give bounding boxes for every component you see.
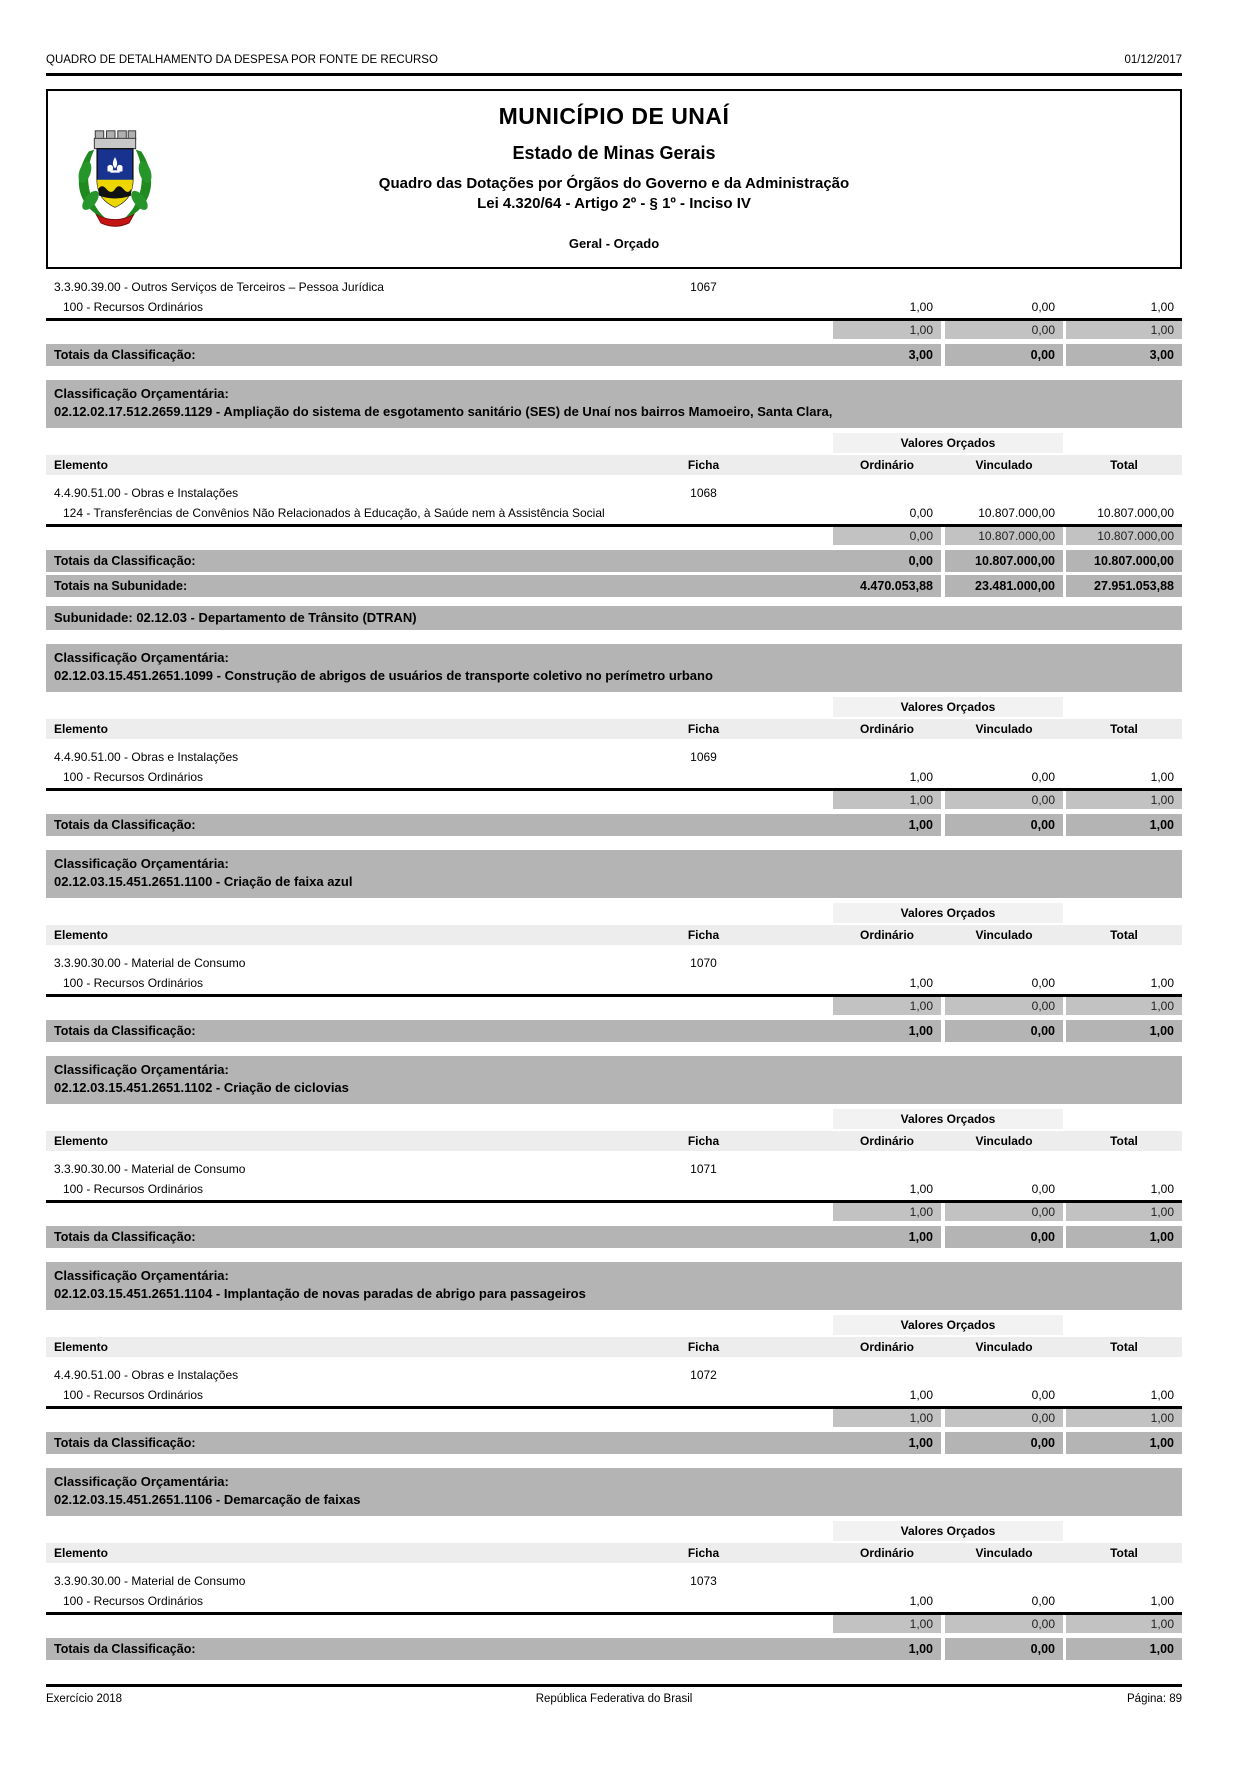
law-reference: Lei 4.320/64 - Artigo 2º - § 1º - Inciso IV <box>477 195 751 212</box>
subtotal-total-value: 10.807.000,00 <box>1066 527 1182 545</box>
element-subtotal-row <box>46 1203 1182 1221</box>
report-scope: Geral - Orçado <box>568 236 660 251</box>
totals-classification-row <box>46 814 1182 836</box>
subtotal-vinculado-value: 0,00 <box>945 1409 1063 1427</box>
classification-code: 02.12.03.15.451.2651.1102 - Criação de ciclovias <box>54 1080 349 1095</box>
funding-source-row <box>46 1385 1182 1404</box>
subtotal-total-value: 1,00 <box>1066 1409 1182 1427</box>
element-label: 3.3.90.30.00 - Material de Consumo <box>54 956 246 970</box>
col-header-total: Total <box>1110 1340 1138 1354</box>
source-total-value: 1,00 <box>1150 769 1174 784</box>
col-header-vinculado: Vinculado <box>975 1546 1033 1560</box>
totals-ordinario-value: 1,00 <box>833 1432 941 1454</box>
footer-page-number: Página: 89 <box>1127 1693 1183 1705</box>
totals-ordinario-value: 1,00 <box>833 1638 941 1660</box>
col-header-total: Total <box>1110 928 1138 942</box>
classification-code: 02.12.03.15.451.2651.1104 - Implantação de novas paradas de abrigo para passageiros <box>54 1286 586 1301</box>
title-box <box>46 89 1182 269</box>
subtotal-ordinario-value: 1,00 <box>833 1615 941 1633</box>
classification-label: Classificação Orçamentária: <box>54 1268 229 1283</box>
col-header-elemento: Elemento <box>54 1134 109 1148</box>
subtotal-total-value: 1,00 <box>1066 1203 1182 1221</box>
column-headers <box>46 1131 1182 1151</box>
col-header-ficha: Ficha <box>687 928 720 942</box>
classification-section <box>46 1056 1182 1248</box>
classification-label: Classificação Orçamentária: <box>54 1062 229 1077</box>
classification-section <box>46 1262 1182 1454</box>
funding-source-label: 124 - Transferências de Convênios Não Relacionados à Educação, à Saúde nem à Assistência Social <box>63 505 605 520</box>
element-row <box>46 1159 1182 1179</box>
col-header-total: Total <box>1110 1546 1138 1560</box>
valores-orcados-label: Valores Orçados <box>833 1315 1063 1335</box>
funding-source-row <box>46 503 1182 522</box>
totals-ordinario-value: 0,00 <box>833 550 941 572</box>
totals-vinculado-value: 0,00 <box>945 344 1063 366</box>
element-subtotal-row <box>46 1615 1182 1633</box>
source-total-value: 1,00 <box>1150 975 1174 990</box>
subtotal-ordinario-value: 1,00 <box>833 1409 941 1427</box>
running-header <box>46 0 1182 76</box>
column-headers <box>46 455 1182 475</box>
totals-vinculado-value: 0,00 <box>945 1226 1063 1248</box>
subtotal-ordinario-value: 1,00 <box>833 1203 941 1221</box>
totals-subunit-row <box>46 575 1182 597</box>
element-row <box>46 277 1182 297</box>
element-label: 4.4.90.51.00 - Obras e Instalações <box>54 750 239 764</box>
source-vinculado-value: 0,00 <box>1031 1387 1055 1402</box>
sections <box>46 277 1182 1660</box>
source-ordinario-value: 1,00 <box>909 1387 933 1402</box>
totals-classification-row <box>46 344 1182 366</box>
col-header-ficha: Ficha <box>687 458 720 472</box>
subtotal-vinculado-value: 0,00 <box>945 791 1063 809</box>
totals-total-value: 10.807.000,00 <box>1066 550 1182 572</box>
col-header-ordinario: Ordinário <box>859 928 914 942</box>
totals-subunit-label: Totais na Subunidade: <box>46 575 833 597</box>
subtotal-vinculado-value: 10.807.000,00 <box>945 527 1063 545</box>
source-ordinario-value: 1,00 <box>909 299 933 314</box>
subtotal-total-value: 1,00 <box>1066 791 1182 809</box>
col-header-ficha: Ficha <box>687 722 720 736</box>
col-header-vinculado: Vinculado <box>975 1340 1033 1354</box>
classification-code: 02.12.02.17.512.2659.1129 - Ampliação do sistema de esgotamento sanitário (SES) de Unaí nos bairros Mamoeiro, Santa Clara, <box>54 404 833 419</box>
classification-code: 02.12.03.15.451.2651.1099 - Construção de abrigos de usuários de transporte coletivo no perímetro urbano <box>54 668 713 683</box>
page-footer <box>46 1684 1182 1705</box>
col-header-ficha: Ficha <box>687 1134 720 1148</box>
column-headers <box>46 1543 1182 1563</box>
totals-classification-label: Totais da Classificação: <box>46 1432 833 1454</box>
col-header-ordinario: Ordinário <box>859 722 914 736</box>
totals-classification-label: Totais da Classificação: <box>46 550 833 572</box>
funding-source-row <box>46 1591 1182 1610</box>
classification-label: Classificação Orçamentária: <box>54 1474 229 1489</box>
element-row <box>46 483 1182 503</box>
report-date: 01/12/2017 <box>1124 54 1182 66</box>
funding-source-row <box>46 297 1182 316</box>
subtotal-ordinario-value: 1,00 <box>833 321 941 339</box>
element-row <box>46 1365 1182 1385</box>
col-header-ordinario: Ordinário <box>859 1340 914 1354</box>
totals-vinculado-value: 0,00 <box>945 1020 1063 1042</box>
column-headers <box>46 719 1182 739</box>
funding-source-label: 100 - Recursos Ordinários <box>63 1593 204 1608</box>
subunit-vinculado-value: 23.481.000,00 <box>945 575 1063 597</box>
col-header-total: Total <box>1110 722 1138 736</box>
source-total-value: 1,00 <box>1150 299 1174 314</box>
classification-header <box>46 1056 1182 1104</box>
totals-vinculado-value: 10.807.000,00 <box>945 550 1063 572</box>
valores-orcados-label: Valores Orçados <box>833 903 1063 923</box>
totals-vinculado-value: 0,00 <box>945 1432 1063 1454</box>
footer-country: República Federativa do Brasil <box>535 1693 693 1705</box>
source-vinculado-value: 0,00 <box>1031 975 1055 990</box>
totals-total-value: 1,00 <box>1066 1638 1182 1660</box>
source-vinculado-value: 0,00 <box>1031 1181 1055 1196</box>
subtotal-ordinario-value: 0,00 <box>833 527 941 545</box>
col-header-elemento: Elemento <box>54 1546 109 1560</box>
totals-classification-label: Totais da Classificação: <box>46 344 833 366</box>
element-row <box>46 747 1182 767</box>
source-vinculado-value: 10.807.000,00 <box>978 505 1055 520</box>
source-total-value: 10.807.000,00 <box>1097 505 1174 520</box>
col-header-ficha: Ficha <box>687 1546 720 1560</box>
totals-vinculado-value: 0,00 <box>945 1638 1063 1660</box>
totals-classification-row <box>46 550 1182 572</box>
subtotal-total-value: 1,00 <box>1066 1615 1182 1633</box>
municipal-coat-of-arms-icon <box>68 121 162 229</box>
valores-orcados-label: Valores Orçados <box>833 433 1063 453</box>
col-header-vinculado: Vinculado <box>975 928 1033 942</box>
valores-orcados-label: Valores Orçados <box>833 1521 1063 1541</box>
totals-ordinario-value: 3,00 <box>833 344 941 366</box>
subtotal-vinculado-value: 0,00 <box>945 321 1063 339</box>
valores-orcados-band <box>46 433 1182 453</box>
classification-code: 02.12.03.15.451.2651.1100 - Criação de faixa azul <box>54 874 353 889</box>
classification-header <box>46 644 1182 692</box>
classification-header <box>46 1262 1182 1310</box>
classification-section <box>46 277 1182 366</box>
col-header-total: Total <box>1110 458 1138 472</box>
element-label: 3.3.90.39.00 - Outros Serviços de Terceiros – Pessoa Jurídica <box>54 280 384 294</box>
funding-source-row <box>46 767 1182 786</box>
element-ficha: 1068 <box>690 486 717 500</box>
subtotal-vinculado-value: 0,00 <box>945 1203 1063 1221</box>
funding-source-label: 100 - Recursos Ordinários <box>63 1181 204 1196</box>
funding-source-label: 100 - Recursos Ordinários <box>63 975 204 990</box>
source-vinculado-value: 0,00 <box>1031 299 1055 314</box>
element-ficha: 1070 <box>690 956 717 970</box>
source-vinculado-value: 0,00 <box>1031 1593 1055 1608</box>
classification-header <box>46 380 1182 428</box>
col-header-vinculado: Vinculado <box>975 458 1033 472</box>
valores-orcados-label: Valores Orçados <box>833 697 1063 717</box>
element-row <box>46 953 1182 973</box>
element-ficha: 1072 <box>690 1368 717 1382</box>
valores-orcados-label: Valores Orçados <box>833 1109 1063 1129</box>
subunit-banner: Subunidade: 02.12.03 - Departamento de Trânsito (DTRAN) <box>46 606 1182 630</box>
source-ordinario-value: 1,00 <box>909 975 933 990</box>
footer-exercise: Exercício 2018 <box>46 1693 123 1705</box>
totals-classification-row <box>46 1638 1182 1660</box>
col-header-elemento: Elemento <box>54 458 109 472</box>
source-ordinario-value: 1,00 <box>909 1593 933 1608</box>
valores-orcados-band <box>46 1109 1182 1129</box>
totals-classification-row <box>46 1020 1182 1042</box>
state-name: Estado de Minas Gerais <box>512 143 716 163</box>
element-label: 4.4.90.51.00 - Obras e Instalações <box>54 1368 239 1382</box>
report-title: QUADRO DE DETALHAMENTO DA DESPESA POR FONTE DE RECURSO <box>46 54 438 66</box>
col-header-elemento: Elemento <box>54 928 109 942</box>
valores-orcados-band <box>46 697 1182 717</box>
totals-ordinario-value: 1,00 <box>833 814 941 836</box>
funding-source-row <box>46 1179 1182 1198</box>
classification-section <box>46 380 1182 630</box>
classification-section <box>46 850 1182 1042</box>
col-header-ordinario: Ordinário <box>859 1134 914 1148</box>
element-label: 3.3.90.30.00 - Material de Consumo <box>54 1574 246 1588</box>
col-header-total: Total <box>1110 1134 1138 1148</box>
col-header-ficha: Ficha <box>687 1340 720 1354</box>
totals-classification-label: Totais da Classificação: <box>46 1638 833 1660</box>
page-content <box>46 0 1182 1660</box>
totals-classification-row <box>46 1226 1182 1248</box>
classification-label: Classificação Orçamentária: <box>54 386 229 401</box>
source-ordinario-value: 0,00 <box>909 505 933 520</box>
classification-section <box>46 644 1182 836</box>
subunit-total-value: 27.951.053,88 <box>1066 575 1182 597</box>
source-total-value: 1,00 <box>1150 1387 1174 1402</box>
municipality-name: MUNICÍPIO DE UNAÍ <box>498 103 730 129</box>
element-row <box>46 1571 1182 1591</box>
classification-section <box>46 1468 1182 1660</box>
totals-total-value: 1,00 <box>1066 1432 1182 1454</box>
col-header-vinculado: Vinculado <box>975 1134 1033 1148</box>
classification-label: Classificação Orçamentária: <box>54 856 229 871</box>
valores-orcados-band <box>46 1315 1182 1335</box>
totals-classification-row <box>46 1432 1182 1454</box>
classification-header <box>46 1468 1182 1516</box>
col-header-elemento: Elemento <box>54 722 109 736</box>
col-header-vinculado: Vinculado <box>975 722 1033 736</box>
element-ficha: 1069 <box>690 750 717 764</box>
classification-header <box>46 850 1182 898</box>
source-total-value: 1,00 <box>1150 1181 1174 1196</box>
subtotal-ordinario-value: 1,00 <box>833 997 941 1015</box>
element-ficha: 1067 <box>690 280 717 294</box>
element-subtotal-row <box>46 527 1182 545</box>
element-subtotal-row <box>46 321 1182 339</box>
classification-code: 02.12.03.15.451.2651.1106 - Demarcação de faixas <box>54 1492 361 1507</box>
totals-total-value: 3,00 <box>1066 344 1182 366</box>
subtotal-total-value: 1,00 <box>1066 997 1182 1015</box>
funding-source-label: 100 - Recursos Ordinários <box>63 1387 204 1402</box>
totals-vinculado-value: 0,00 <box>945 814 1063 836</box>
col-header-ordinario: Ordinário <box>859 1546 914 1560</box>
totals-ordinario-value: 1,00 <box>833 1020 941 1042</box>
valores-orcados-band <box>46 1521 1182 1541</box>
totals-classification-label: Totais da Classificação: <box>46 1226 833 1248</box>
column-headers <box>46 925 1182 945</box>
totals-total-value: 1,00 <box>1066 814 1182 836</box>
totals-total-value: 1,00 <box>1066 1226 1182 1248</box>
totals-classification-label: Totais da Classificação: <box>46 814 833 836</box>
funding-source-label: 100 - Recursos Ordinários <box>63 299 204 314</box>
valores-orcados-band <box>46 903 1182 923</box>
col-header-elemento: Elemento <box>54 1340 109 1354</box>
subtotal-vinculado-value: 0,00 <box>945 997 1063 1015</box>
column-headers <box>46 1337 1182 1357</box>
element-label: 3.3.90.30.00 - Material de Consumo <box>54 1162 246 1176</box>
source-vinculado-value: 0,00 <box>1031 769 1055 784</box>
subtotal-vinculado-value: 0,00 <box>945 1615 1063 1633</box>
classification-label: Classificação Orçamentária: <box>54 650 229 665</box>
subtotal-ordinario-value: 1,00 <box>833 791 941 809</box>
totals-ordinario-value: 1,00 <box>833 1226 941 1248</box>
element-ficha: 1071 <box>690 1162 717 1176</box>
element-ficha: 1073 <box>690 1574 717 1588</box>
totals-total-value: 1,00 <box>1066 1020 1182 1042</box>
funding-source-label: 100 - Recursos Ordinários <box>63 769 204 784</box>
report-subtitle: Quadro das Dotações por Órgãos do Governo e da Administração <box>378 175 850 192</box>
element-subtotal-row <box>46 997 1182 1015</box>
element-subtotal-row <box>46 1409 1182 1427</box>
source-total-value: 1,00 <box>1150 1593 1174 1608</box>
subunit-ordinario-value: 4.470.053,88 <box>833 575 941 597</box>
element-label: 4.4.90.51.00 - Obras e Instalações <box>54 486 239 500</box>
element-subtotal-row <box>46 791 1182 809</box>
totals-classification-label: Totais da Classificação: <box>46 1020 833 1042</box>
source-ordinario-value: 1,00 <box>909 769 933 784</box>
funding-source-row <box>46 973 1182 992</box>
col-header-ordinario: Ordinário <box>859 458 914 472</box>
subtotal-total-value: 1,00 <box>1066 321 1182 339</box>
source-ordinario-value: 1,00 <box>909 1181 933 1196</box>
